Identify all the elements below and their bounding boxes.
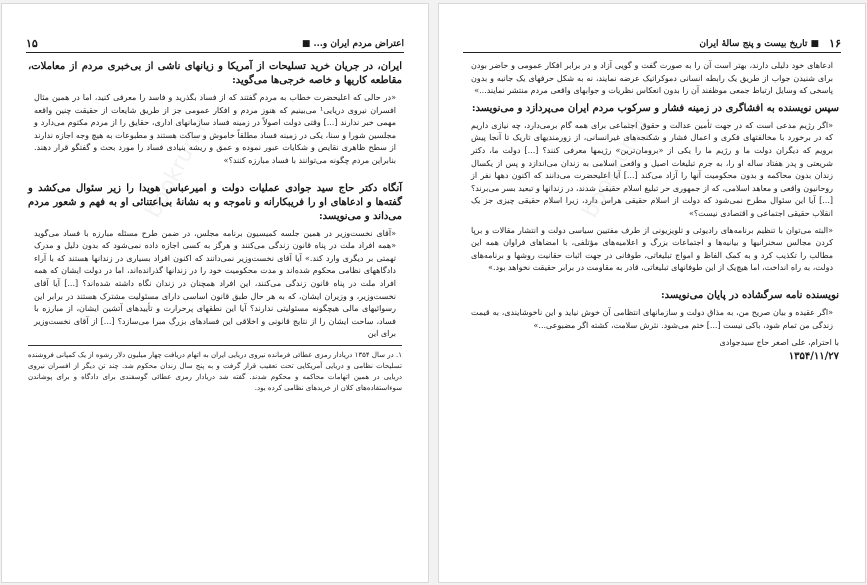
intro-paragraph: ایران، در جریان خرید تسلیحات از آمریکا و زیانهای ناشی از بی‌خبری مردم از معاملات، مقاطعه کاریها و خاصه خرجی‌ها می‌گوید: bbox=[28, 61, 402, 86]
footnote: ۱. در سال ۱۳۵۴ دریادار رمزی عطائی فرمانده نیروی دریایی ایران به اتهام دریافت چهار میلیون دلار رشوه از یک کمپانی فروشنده تسلیحات نظامی و دریایی آمریکایی تحت تعقیب قرار گرفت و به پنج سال زندان محکوم شد. چند تن دیگر از افسران نیروی دریایی در همین اتهامات محاکمه و محکوم شدند. گفته شد دریادار رمزی عطائی گوسفندی برای دادگاه و برای پوشاندن سوءاستفاده‌های کلان از خریدهای نظامی کرده بود. bbox=[28, 345, 402, 394]
block-quote: «اگر رژیم مدعی است که در جهت تأمین عدالت و حقوق اجتماعی برای همه گام برمی‌دارد، چه نیازی داریم که در برخورد با مخالفتهای فکری و اعمال فشار و شکنجه‌های غیرانسانی، از زورمندیهای تاریک تا آنجا پیش برویم که دیگران دولت ما و رژیم ما را یکی از «برومان‌ترین» رژیمها معرفی کنند؟ [...] دولت ما، دکتر شریعتی و پدر هفتاد ساله او را، به جرم تبلیغات اصیل و واقعی اسلامی به زندان می‌اندازد و پس از یکسال زندان بدون محاکمه و بدون محکومیت آنها را آزاد می‌کند [...] آیا اعلیحضرت می‌دانند که اکنون دهها نفر از روحانیون واقعی و معاهد اسلامی، که از جمهوری حر تبلیغ اسلام حقیقی شدند، در زندانها و تبعید بسر می‌برند؟ [...] آیا این سئوال مطرح نمی‌شود که دولت از اسلام حقیقی هراس دارد، زیرا اسلام حقیقی چیزی جز یک انقلاب حقیقی اجتماعی و اقتصادی نیست؟» bbox=[471, 120, 834, 218]
page-body bbox=[28, 60, 402, 398]
signature: با احترام، علی اصغر حاج سید‌جوادی bbox=[719, 338, 839, 348]
body-paragraph: نویسنده نامه سرگشاده در پایان می‌نویسد: bbox=[660, 289, 839, 301]
block-quote: «اگر عقیده و بیان صریح من، به مذاق دولت و سازمانهای انتظامی آن خوش نیاید و این ناخوشایندی، به قیمت زندگی من تمام شود، باکی نیست [...] ختم می‌شود. نثرش سلامت، کشته اگر مضبوعی...» bbox=[471, 307, 833, 330]
body-paragraph: آنگاه دکتر حاج سید جوادی عملیات دولت و امیرعباس هویدا را زیر سئوال می‌کشد و گفته‌ها و ادعاهای او را فریبکارانه و ناموجه و به نشانهٔ بی‌اعتنائی او به فهم و شعور مردم می‌داند و می‌نویسد: bbox=[28, 182, 402, 222]
block-quote: ادعاهای خود دلیلی دارند، بهتر است آن را به صورت گفت و گویی آزاد و در برابر افکار عمومی و حاضر بودن برای شنیدن جواب از طریق یک رابطه انسانی دموکراتیک عرضه نمایند، نه به شکل حرفهای یک جانبه و بدون پاسخی که وسایل ارتباط جمعی موظفند آن را بدون انعکاس نظریات و جوابهای واقعی مردم منتشر نمایند...» bbox=[471, 61, 833, 96]
running-title: ■ تاریخ بیست و پنج سالهٔ ایران bbox=[699, 39, 819, 49]
block-quote: «البته می‌توان با تنظیم برنامه‌های رادیوئی و تلویزیونی از طرف مفتیین سیاسی دولت و انتشار مقالات و برپا کردن مجالس سخنرانیها و بیانیه‌ها و اجتماعات بزرگ و اعلامیه‌های مؤتلفی، با امضاهای فراوان همه این مطالب را تکذیب کرد و به کمک الفاظ و امواج تبلیغاتی، طوفانی در جهت اثبات حقانیت روشها و برنامه‌های دولت، به راه انداخت، اما هیچ‌یک از این طوفانهای تبلیغاتی، قادر به مقاومت در برابر حقیقت نخواهد بود.» bbox=[471, 225, 833, 273]
page-number: ۱۶ bbox=[829, 37, 841, 50]
body-paragraph: سپس نویسنده به افشاگری در زمینه فشار و سرکوب مردم ایران می‌پردازد و می‌نویسد: bbox=[471, 102, 839, 114]
right-page bbox=[439, 4, 865, 582]
running-title: اعتراض مردم ایران و... ■ bbox=[301, 39, 404, 49]
watermark: bookrun.ir bbox=[577, 110, 653, 223]
block-quote: «آقای نخست‌وزیر در همین جلسه کمیسیون برنامه مجلس، در ضمن طرح مسئله مبارزه با فساد می‌گوید «همه افراد ملت در پناه قانون زندگی می‌کنند و هرگز به کسی اجازه داده نمی‌شود که بدون دلیل و مدرک تهمتی بر دیگری وارد کند.» آیا آقای نخست‌وزیر نمی‌دانند که اکنون افراد بسیاری در زندانها هستند که با آراء دادگاههای نظامی محکوم شده‌اند و مدت محکومیت خود را در زندانها گذرانده‌اند، اما در دولت ایشان که همه افراد ملت در پناه قانون زندگی می‌کنند، این افراد همچنان در زندان نگاه داشته شده‌اند؟ [...] آیا آقای نخست‌وزیر، و وزیران ایشان، که به هر حال طبق قانون اساسی دارای مسئولیت مشترک هستند در برابر این رسوائیهای مالی هیچگونه مسئولیتی ندارند؟ آیا این نطقهای پرحرارت و تأییدهای آتشین ایشان، از مبارزه با فساد، ساحت ایشان را از نتایج قانونی و اخلاقی این فسادهای بزرگ مبرا می‌سازد؟ [...] از آقای نخست‌وزیر برای این bbox=[34, 228, 397, 339]
page-body bbox=[465, 60, 839, 362]
watermark: bookrun.ir bbox=[140, 110, 216, 223]
block-quote: «در حالی که اعلیحضرت خطاب به مردم گفتند که از فساد بگذرید و فاسد را معرفی کنید، اما در همین مثال افسران نیروی دریایی¹ می‌بینیم که هنوز مردم و افکار عمومی جز از طریق شایعات از حقیقت چنین واقعه مهمی خبر ندارند [...] وقتی دولت اصولاً در زمینه فساد سازمانهای اداری، حقایق را از مردم مکتوم می‌دارد و مجلسین شورا و سنا، یکی در زمینه فساد مطلقاً خاموش و ساکت هستند و مطبوعات به هیچ وجه اجازه ندارند از سطح ظاهری نقایص و شکایات عبور نموده و عمق و ریشه بنیادی فساد را مورد بحث و گفتگو قرار دهند. بنابراین مردم چگونه می‌توانند با فساد مبارزه کنند؟» bbox=[34, 93, 397, 165]
letter-date: ۱۳۵۴/۱۱/۲۷ bbox=[788, 351, 839, 363]
left-page bbox=[2, 4, 428, 582]
page-header bbox=[26, 38, 404, 53]
page-number: ۱۵ bbox=[26, 37, 38, 50]
page-header bbox=[463, 38, 841, 53]
